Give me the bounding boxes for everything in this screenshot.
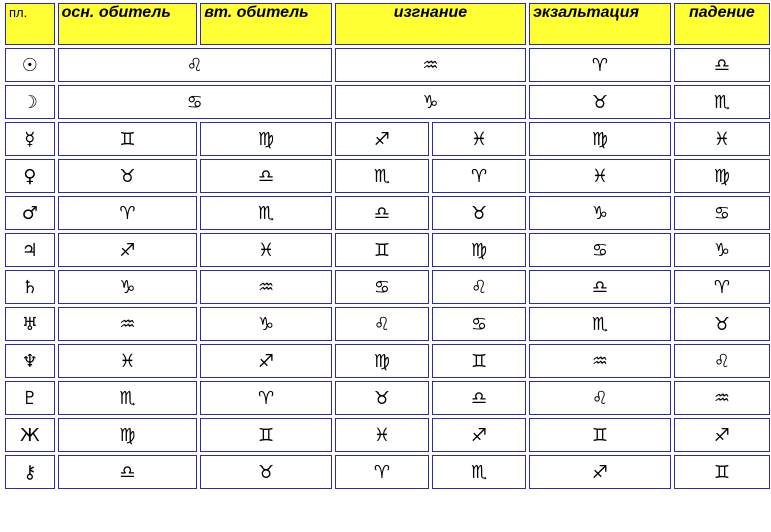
cell-fall: ♐ [674,418,770,452]
planet-mercury-glyph: ☿ [5,122,55,156]
header-domicile-main: осн. обитель [58,3,198,45]
cell-exile-first: ♐ [335,122,429,156]
cell-exaltation: ♓ [529,159,671,193]
planet-proserpina-glyph: Ж [5,418,55,452]
cell-domicile-second: ♒ [200,270,332,304]
cell-domicile-main: ♊ [58,122,198,156]
cell-domicile-second: ♐ [200,344,332,378]
cell-exile-first: ♋ [335,270,429,304]
cell-exile-second: ♍ [432,233,526,267]
cell-domicile: ♌ [58,48,332,82]
cell-fall: ♎ [674,48,770,82]
cell-domicile-main: ♐ [58,233,198,267]
header-planet: пл. [5,3,55,45]
cell-domicile-main: ♍ [58,418,198,452]
cell-domicile-main: ♒ [58,307,198,341]
header-exile: изгнание [335,3,526,45]
row-moon [5,85,770,119]
planet-moon-glyph: ☽ [5,85,55,119]
cell-exaltation: ♎ [529,270,671,304]
cell-fall: ♌ [674,344,770,378]
cell-exile-first: ♌ [335,307,429,341]
row-chiron [5,455,770,489]
cell-domicile-main: ♈ [58,196,198,230]
cell-exaltation: ♌ [529,381,671,415]
cell-fall: ♒ [674,381,770,415]
cell-exile-second: ♋ [432,307,526,341]
cell-domicile-second: ♓ [200,233,332,267]
cell-domicile-second: ♎ [200,159,332,193]
planet-mars-glyph: ♂ [5,196,55,230]
cell-exile: ♒ [335,48,526,82]
header-exaltation: экзальтация [529,3,671,45]
cell-domicile-second: ♈ [200,381,332,415]
cell-exile-second: ♈ [432,159,526,193]
astrology-dignities-table [2,0,771,492]
row-sun [5,48,770,82]
cell-exaltation: ♑ [529,196,671,230]
cell-exile-second: ♉ [432,196,526,230]
cell-exile-second: ♓ [432,122,526,156]
header-domicile-second: вт. обитель [200,3,332,45]
planet-jupiter-glyph: ♃ [5,233,55,267]
cell-exile-first: ♏ [335,159,429,193]
cell-fall: ♓ [674,122,770,156]
cell-exile-second: ♏ [432,455,526,489]
planet-neptune-glyph: ♆ [5,344,55,378]
planet-venus-glyph: ♀ [5,159,55,193]
row-venus [5,159,770,193]
cell-fall: ♉ [674,307,770,341]
row-mars [5,196,770,230]
row-uranus [5,307,770,341]
cell-domicile-main: ♑ [58,270,198,304]
cell-fall: ♋ [674,196,770,230]
planet-saturn-glyph: ♄ [5,270,55,304]
cell-exile-second: ♎ [432,381,526,415]
row-proserpina [5,418,770,452]
cell-domicile-main: ♉ [58,159,198,193]
row-pluto [5,381,770,415]
cell-exile-second: ♌ [432,270,526,304]
cell-exile-second: ♊ [432,344,526,378]
cell-exaltation: ♏ [529,307,671,341]
planet-chiron-glyph: ⚷ [5,455,55,489]
cell-domicile-second: ♍ [200,122,332,156]
cell-domicile-main: ♏ [58,381,198,415]
cell-exile-first: ♍ [335,344,429,378]
cell-fall: ♈ [674,270,770,304]
planet-pluto-glyph: ♇ [5,381,55,415]
cell-exile-first: ♉ [335,381,429,415]
cell-fall: ♏ [674,85,770,119]
planet-uranus-glyph: ♅ [5,307,55,341]
cell-domicile-main: ♓ [58,344,198,378]
cell-fall: ♑ [674,233,770,267]
cell-exaltation: ♉ [529,85,671,119]
header-fall: падение [674,3,770,45]
cell-exile-first: ♊ [335,233,429,267]
cell-exile-first: ♓ [335,418,429,452]
cell-fall: ♍ [674,159,770,193]
cell-fall: ♊ [674,455,770,489]
cell-exile-second: ♐ [432,418,526,452]
row-neptune [5,344,770,378]
row-saturn [5,270,770,304]
cell-domicile: ♋ [58,85,332,119]
cell-exaltation: ♊ [529,418,671,452]
cell-exaltation: ♐ [529,455,671,489]
row-mercury [5,122,770,156]
cell-domicile-second: ♉ [200,455,332,489]
header-row [5,3,770,45]
cell-domicile-second: ♊ [200,418,332,452]
cell-exaltation: ♋ [529,233,671,267]
row-jupiter [5,233,770,267]
cell-exaltation: ♈ [529,48,671,82]
planet-sun-glyph: ☉ [5,48,55,82]
cell-domicile-second: ♏ [200,196,332,230]
cell-exaltation: ♍ [529,122,671,156]
cell-exile: ♑ [335,85,526,119]
cell-domicile-main: ♎ [58,455,198,489]
cell-domicile-second: ♑ [200,307,332,341]
cell-exaltation: ♒ [529,344,671,378]
cell-exile-first: ♎ [335,196,429,230]
cell-exile-first: ♈ [335,455,429,489]
